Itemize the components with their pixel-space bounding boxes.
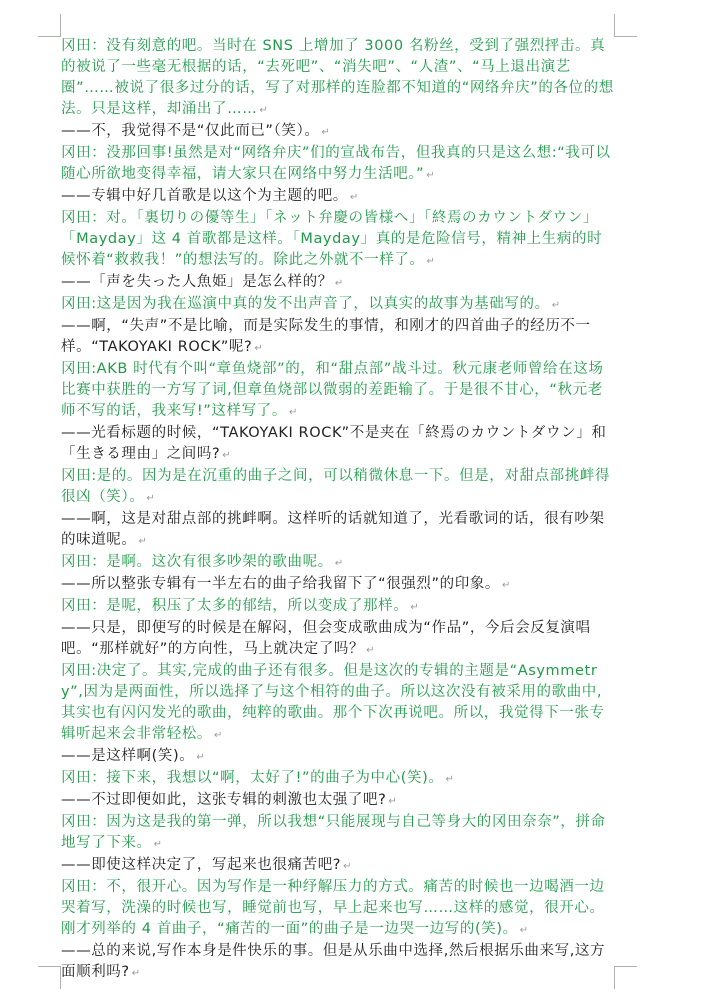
answer-paragraph (61, 768, 617, 790)
question-paragraph (61, 790, 617, 812)
paragraph-mark-icon: ↵ (222, 450, 232, 461)
question-paragraph (61, 423, 617, 466)
paragraph-text: 冈田：不，很开心。因为写作是一种纾解压力的方式。痛苦的时候也一边喝酒一边哭着写，洗澡的时候也写，睡觉前也写，早上起来也写……这样的感觉，很开心。刚才列举的 4 首曲子，“痛苦的一面”的曲子是一边哭一边写的(笑)。 (61, 879, 605, 937)
paragraph-text: 冈田：对。「裏切りの優等生」「ネット弁慶の皆様へ」「終焉のカウントダウン」「Mayday」这 4 首歌都是这样。「Mayday」真的是危险信号，精神上生病的时候怀着“救救我！”的想法写的。除此之外就不一样了。 (61, 210, 603, 268)
paragraph-text: 冈田：没有刻意的吧。当时在 SNS 上增加了 3000 名粉丝，受到了强烈抨击。真的被说了一些毫无根据的话，“去死吧”、“消失吧”、“人渣”、“马上退出演艺圈”……被说了很多过分的话，写了对那样的连脸都不知道的“网络弁庆”的各位的想法。只是这样，却涌出了…… (61, 38, 614, 117)
question-paragraph (61, 121, 617, 143)
paragraph-mark-icon: ↵ (388, 796, 398, 807)
paragraph-text: ——只是，即便写的时候是在解闷，但会变成歌曲成为“作品”，今后会反复演唱吧。“那样就好”的方向性，马上就决定了吗？ (61, 620, 591, 657)
paragraph-mark-icon: ↵ (334, 278, 344, 289)
paragraph-text: 冈田:AKB 时代有个叫“章鱼烧部”的，和“甜点部”战斗过。秋元康老师曾给在这场比赛中获胜的一方写了词,但章鱼烧部以微弱的差距输了。于是很不甘心，“秋元老师不写的话，我来写!”这样写了。 (61, 361, 604, 419)
paragraph-text: 冈田：接下来，我想以“啊，太好了!”的曲子为中心(笑)。 (61, 770, 444, 786)
question-paragraph (61, 186, 617, 208)
paragraph-mark-icon: ↵ (131, 968, 141, 979)
paragraph-mark-icon: ↵ (288, 407, 298, 418)
paragraph-mark-icon: ↵ (551, 300, 561, 311)
page-corner-mark-bottom-right (614, 966, 637, 989)
paragraph-text: 冈田：没那回事!虽然是对“网络弁庆”们的宣战布告，但我真的只是这么想:“我可以随心所欲地变得幸福，请大家只在网络中努力生活吧。” (61, 145, 611, 182)
answer-paragraph (61, 552, 617, 574)
paragraph-mark-icon: ↵ (196, 752, 206, 763)
paragraph-text: ——总的来说,写作本身是件快乐的事。但是从乐曲中选择,然后根据乐曲来写,这方面顺利吗? (61, 943, 606, 980)
paragraph-text: 冈田：是啊。这次有很多吵架的歌曲呢。 (61, 554, 333, 570)
paragraph-mark-icon: ↵ (426, 170, 436, 181)
question-paragraph (61, 941, 617, 984)
paragraph-mark-icon: ↵ (343, 861, 353, 872)
paragraph-text: ——即使这样决定了，写起来也很痛苦吧? (61, 857, 342, 873)
paragraph-mark-icon: ↵ (214, 730, 223, 741)
paragraph-mark-icon: ↵ (426, 256, 436, 267)
paragraph-mark-icon: ↵ (334, 558, 344, 569)
paragraph-text: ——不过即便如此，这张专辑的刺激也太强了吧? (61, 792, 387, 808)
question-paragraph (61, 855, 617, 877)
paragraph-text: ——所以整张专辑有一半左右的曲子给我留下了“很强烈”的印象。 (61, 576, 501, 592)
paragraph-mark-icon: ↵ (259, 105, 269, 116)
paragraph-text: ——专辑中好几首歌是以这个为主题的吧。 (61, 188, 348, 204)
answer-paragraph (61, 294, 617, 316)
answer-paragraph (61, 812, 617, 855)
paragraph-mark-icon: ↵ (445, 774, 455, 785)
paragraph-mark-icon: ↵ (410, 602, 420, 613)
page-corner-mark-top-right (614, 14, 637, 37)
paragraph-text: ——是这样啊(笑)。 (61, 748, 195, 764)
question-paragraph (61, 272, 617, 294)
paragraph-text: ——「声を失った人魚姫」是怎么样的？ (61, 274, 333, 290)
paragraph-mark-icon: ↵ (146, 493, 156, 504)
answer-paragraph (61, 36, 617, 121)
answer-paragraph (61, 359, 617, 423)
paragraph-text: ——光看标题的时候，“TAKOYAKI ROCK”不是夹在「終焉のカウントダウン」和「生きる理由」之间吗? (61, 425, 607, 462)
answer-paragraph (61, 661, 617, 746)
answer-paragraph (61, 466, 617, 509)
question-paragraph (61, 746, 617, 768)
paragraph-mark-icon: ↵ (502, 580, 512, 591)
paragraph-text: 冈田:这是因为我在巡演中真的发不出声音了，以真实的故事为基础写的。 (61, 296, 550, 312)
answer-paragraph (61, 208, 617, 272)
question-paragraph (61, 316, 617, 359)
page-corner-mark-top-left (38, 14, 61, 37)
paragraph-mark-icon: ↵ (153, 839, 163, 850)
answer-paragraph (61, 596, 617, 618)
paragraph-text: 冈田:是的。因为是在沉重的曲子之间，可以稍微休息一下。但是，对甜点部挑衅得很凶（笑）。 (61, 468, 611, 505)
paragraph-mark-icon: ↵ (138, 536, 148, 547)
question-paragraph (61, 574, 617, 596)
paragraph-text: ——不，我觉得不是“仅此而已”（笑）。 (61, 123, 320, 139)
paragraph-text: ——啊，“失声”不是比喻，而是实际发生的事情，和刚才的四首曲子的经历不一样。“TAKOYAKI ROCK”呢? (61, 318, 591, 355)
question-paragraph (61, 618, 617, 661)
answer-paragraph (61, 143, 617, 186)
paragraph-text: 冈田：因为这是我的第一弹，所以我想“只能展现与自己等身大的冈田奈奈”，拼命地写了下来。 (61, 814, 606, 851)
paragraph-mark-icon: ↵ (349, 192, 359, 203)
answer-paragraph (61, 877, 617, 941)
document-body[interactable] (61, 36, 617, 984)
page-corner-mark-bottom-left (38, 966, 61, 989)
paragraph-mark-icon: ↵ (519, 925, 529, 936)
paragraph-text: ——啊，这是对甜点部的挑衅啊。这样听的话就知道了，光看歌词的话，很有吵架的味道呢。 (61, 511, 605, 548)
paragraph-text: 冈田:决定了。其实,完成的曲子还有很多。但是这次的专辑的主题是“Asymmetry”,因为是两面性，所以选择了与这个相符的曲子。所以这次没有被采用的歌曲中,其实也有闪闪发光的歌曲，纯粹的歌曲。那个下次再说吧。所以，我觉得下一张专辑听起来会非常轻松。 (61, 663, 605, 742)
paragraph-text: 冈田：是呢，积压了太多的郁结，所以变成了那样。 (61, 598, 409, 614)
question-paragraph (61, 509, 617, 552)
paragraph-mark-icon: ↵ (366, 645, 376, 656)
paragraph-mark-icon: ↵ (321, 127, 331, 138)
paragraph-mark-icon: ↵ (254, 343, 264, 354)
